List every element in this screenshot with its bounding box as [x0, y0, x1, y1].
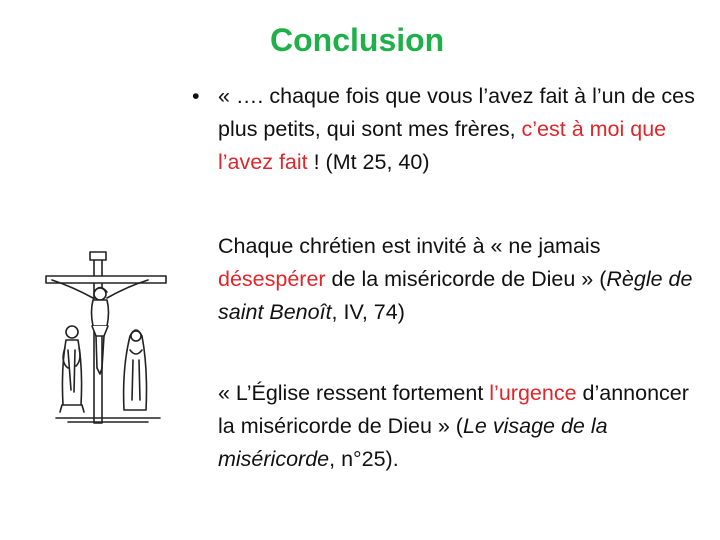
quote-misericordiae	[218, 377, 708, 476]
quote-highlight: l’urgence	[489, 381, 577, 405]
quote-reference: , IV, 74)	[331, 300, 405, 324]
quote-source-title: Le visage de la miséricorde	[218, 414, 608, 471]
quote-text: « L’Église ressent fortement	[218, 381, 490, 405]
quote-text-continued: d’annoncer la miséricorde de Dieu » (	[218, 381, 689, 438]
crucifixion-illustration	[38, 250, 178, 425]
quote-text: « …. chaque fois que vous l’avez fait à l’un de ces plus petits, qui sont mes frères,	[218, 84, 695, 141]
quote-text: Chaque chrétien est invité à « ne jamais	[218, 234, 601, 258]
saint-john-figure	[60, 326, 84, 412]
quote-reference: ! (Mt 25, 40)	[307, 150, 430, 174]
quote-highlight: c’est à moi que l’avez fait	[218, 117, 667, 174]
slide-title: Conclusion	[270, 22, 445, 58]
bullet-icon: •	[192, 84, 200, 108]
quote-reference: , n°25).	[329, 447, 399, 471]
quote-benedict	[218, 230, 708, 329]
virgin-mary-figure	[124, 330, 147, 410]
quote-highlight: désespérer	[218, 267, 326, 291]
quote-source-title: Règle de saint Benoît	[218, 267, 693, 324]
quote-text-continued: de la miséricorde de Dieu » (	[325, 267, 607, 291]
quote-matthew	[192, 80, 708, 179]
